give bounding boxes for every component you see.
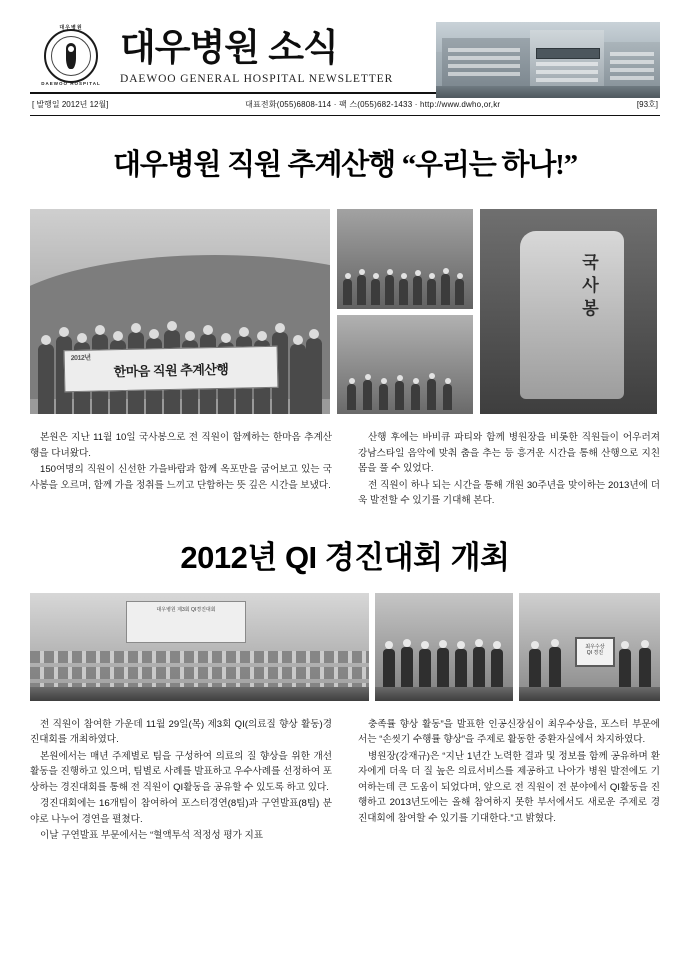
article1-body bbox=[30, 430, 660, 510]
logo-bottom-text: DAEWOO HOSPITAL bbox=[41, 81, 101, 86]
paragraph: 전 직원이 참여한 가운데 11월 29일(목) 제3회 QI(의료질 향상 활동)경진대회를 개최하였다. bbox=[30, 718, 332, 746]
presentation-screen bbox=[126, 601, 246, 643]
contact-details: 대표전화(055)6808-114 · 팩 스(055)682-1433 · http://www.dwho,or,kr bbox=[245, 100, 501, 109]
hospital-logo-icon bbox=[30, 23, 114, 89]
group-photo-top bbox=[337, 209, 473, 309]
newsletter-title-english: DAEWOO GENERAL HOSPITAL NEWSLETTER bbox=[120, 72, 394, 85]
screen-title-text: 대우병원 제3회 QI경진대회 bbox=[156, 606, 216, 613]
article2-body bbox=[30, 717, 660, 845]
article1-left-column bbox=[30, 430, 332, 510]
paragraph: 산행 후에는 바비큐 파티와 함께 병원장을 비롯한 직원들이 어우러져 강남스타일 음악에 맞춰 춤을 추는 등 흥겨운 시간을 통해 산행으로 지친 몸을 풀 수 있었다. bbox=[358, 432, 660, 475]
paragraph: 150여명의 직원이 신선한 가을바람과 함께 옥포만을 굽어보고 있는 국사봉을 오르며, 함께 가을 정취를 느끼고 단합하는 뜻 깊은 시간을 보냈다. bbox=[30, 464, 332, 491]
paragraph: 본원은 지난 11월 10일 국사봉으로 전 직원이 함께하는 한마음 추계산행을 다녀왔다. bbox=[30, 432, 332, 459]
article2-left-column bbox=[30, 717, 332, 845]
rock-carving-text: 국사봉 bbox=[579, 253, 598, 322]
paragraph: 이날 구연발표 부문에서는 “혈액투석 적정성 평가 지표 bbox=[40, 830, 264, 842]
award-plaque bbox=[575, 637, 615, 667]
paragraph: 충족률 향상 활동”을 발표한 인공신장심이 최우수상을, 포스터 부문에서는 “손씻기 수행률 향상”을 주제로 활동한 중환자실에서 차지하였다. bbox=[358, 718, 660, 746]
paragraph: 본원에서는 매년 주제별로 팀을 구성하여 의료의 질 향상을 위한 개선활동을 진행하고 있으며, 팀별로 사례를 발표하고 우수사례를 선정하여 포상하는 경진대회를 통해 전 직원이 QI활동을 공유할 수 있도록 하고 있다. bbox=[30, 750, 333, 793]
issue-number: [93호] bbox=[636, 100, 658, 109]
plaque-line-1: 최우수상 bbox=[585, 643, 605, 650]
conference-hall-photo bbox=[30, 593, 369, 701]
masthead-title-block bbox=[120, 27, 393, 85]
logo-top-text: 대우병원 bbox=[59, 25, 83, 31]
award-ceremony-photo bbox=[519, 593, 660, 701]
stage-lineup-photo bbox=[375, 593, 513, 701]
group-photo-bottom bbox=[337, 315, 473, 415]
article2-photo-row bbox=[30, 593, 660, 701]
plaque-line-2: QI 경진 bbox=[586, 650, 604, 657]
article2-right-column bbox=[358, 717, 660, 845]
article1-right-column bbox=[358, 430, 660, 510]
group-hike-photo bbox=[30, 209, 330, 414]
paragraph: 경진대회에는 16개팀이 참여하여 포스터경연(8팀)과 구연발표(8팀) 분야로 나누어 경연을 펼쳤다. bbox=[30, 798, 332, 825]
summit-rock-photo bbox=[480, 209, 657, 414]
paragraph: 병원장(강재규)은 “지난 1년간 노력한 결과 및 정보를 함께 공유하며 환자에게 더욱 더 질 높은 의료서비스를 제공하고 나아가 병원 발전에도 기여하는데 큰 도움이 되었다며, 앞으로 전 직원이 전 분야에서 QI활동을 진행하고 2013년도에는 올해 참여하지 못한 부서에서도 새로운 주제로 경진대회에 참여할 수 있기를 기대한다.”고 밝혔다. bbox=[358, 750, 660, 824]
issue-date: [ 발행일 2012년 12월] bbox=[32, 100, 109, 109]
article1-photo-row bbox=[30, 209, 660, 414]
article2-headline: 2012년 QI 경진대회 개최 bbox=[180, 539, 510, 575]
newsletter-title-korean: 대우병원 소식 bbox=[120, 27, 338, 69]
article1-photo-column bbox=[337, 209, 473, 414]
hospital-building-photo bbox=[436, 22, 660, 98]
article1-headline-quoted: “우리는 하나!” bbox=[401, 149, 577, 181]
article1-headline bbox=[30, 142, 660, 183]
banner-year: 2012년 bbox=[70, 354, 91, 363]
paragraph: 전 직원이 하나 되는 시간을 통해 개원 30주년을 맞이하는 2013년에 더욱 발전할 수 있기를 기대해 본다. bbox=[358, 479, 660, 507]
article1-headline-plain: 대우병원 직원 추계산행 bbox=[113, 149, 395, 181]
hike-banner bbox=[64, 346, 279, 392]
banner-text: 한마음 직원 추계산행 bbox=[113, 361, 229, 379]
